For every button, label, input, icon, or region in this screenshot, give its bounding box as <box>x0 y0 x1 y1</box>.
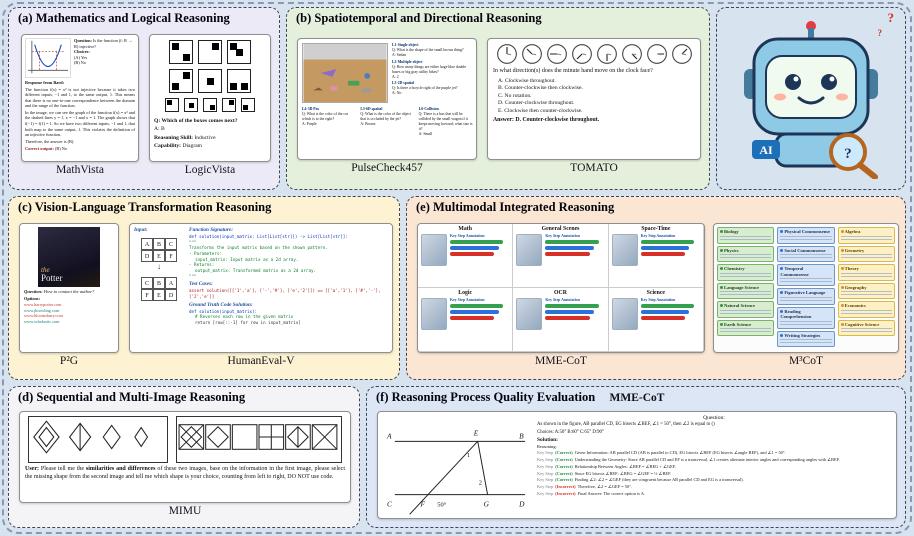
step-tag: Key Step <box>537 477 554 483</box>
matrix-cell: B <box>153 277 165 289</box>
step-text: Relationship Between Angles: ∠BEF = ∠BEG + ∠GEF. <box>574 463 676 469</box>
panel-spatiotemporal-reasoning <box>286 7 710 190</box>
tomato-card <box>487 38 701 160</box>
benchmark-name-mme-cot-f: MME-CoT <box>609 392 665 404</box>
solution-step <box>537 464 891 470</box>
level-label: L4-3D Pos <box>302 107 319 111</box>
pattern-box <box>198 69 222 93</box>
benchmark-name-mimu: MIMU <box>168 505 202 517</box>
option-url: www.bloomsbury.com <box>24 313 63 319</box>
taxonomy-column-commonsense <box>777 227 834 349</box>
code-ground-truth: return [row[::-1] for row in input_matrix] <box>195 320 301 326</box>
annotation-label: Key Step Annotation <box>640 298 676 302</box>
domain-cell: Natural Science <box>717 301 774 318</box>
step-status: (Correct) <box>555 470 573 476</box>
panel-sequential-multi-image <box>8 386 360 528</box>
domain-cell: Figurative Language <box>777 288 834 305</box>
diamond-shapes <box>29 417 167 457</box>
code-docstring: - Parameters: <box>189 251 222 257</box>
domain-cell: Chemistry <box>717 264 774 281</box>
domain-cell: Algebra <box>838 227 895 244</box>
question-mark-icon: ? <box>877 27 882 38</box>
option-url: www.jkrowling.com <box>24 307 60 313</box>
magnifier-question-text: ? <box>844 145 852 162</box>
choice-b: (B) No <box>74 60 87 66</box>
correct-output-label: Correct output: <box>25 146 54 152</box>
geometry-figure <box>383 415 531 515</box>
level-answer: A: Purple <box>302 121 317 126</box>
domain-cell: Cognitive Science <box>838 320 895 337</box>
correct-output-value: (B) No <box>55 146 68 152</box>
clock-icon <box>571 43 593 65</box>
step-tag: Key Step <box>537 450 554 456</box>
clock-icon <box>496 43 518 65</box>
prompt-bold-text: similarities and differences <box>85 466 156 472</box>
sample-image <box>421 298 447 330</box>
prompt-text: of these two images, base on the information in the first image, please select the missing shape from the second image and tell me which shape is your choice, counting from left to right, DO NOT use code. <box>25 466 345 480</box>
annotation-label: Key Step Annotation <box>450 298 485 302</box>
code-docstring: output_matrix: Transformed matrix as a 2d array. <box>195 268 317 274</box>
reasoning-label: Reasoning: <box>537 443 557 449</box>
code-test-case: assert solution([['1','a'], ['-','#'], ['e','2']]) == [['a','1'], ['#','-'], ['2','e']] <box>189 288 381 300</box>
tomato-answer: Answer: D. Counter-clockwise throughout. <box>493 117 600 124</box>
level-answer: A: Brown <box>360 121 376 126</box>
question-label: Question: <box>74 38 92 43</box>
pattern-box <box>198 40 222 64</box>
clock-icon <box>621 43 643 65</box>
step-tag: Key Step <box>537 490 554 496</box>
domain-cell: Temporal Commonsense <box>777 264 834 286</box>
logicvista-answer: A: B <box>154 126 165 133</box>
level-label: L3-2D spatial <box>392 81 415 86</box>
level-label: L1-Single object <box>392 43 419 47</box>
solution-label: Solution: <box>537 436 558 443</box>
level-answer: A: Small <box>418 131 433 136</box>
solution-step <box>537 477 891 483</box>
step-status: (Correct) <box>555 450 573 456</box>
ai-badge-text: AI <box>759 142 773 157</box>
question-label: Question: <box>703 415 725 421</box>
domain-cell: Physical Commonsense <box>777 227 834 244</box>
point-label: B <box>519 431 524 441</box>
ai-robot-mascot <box>736 9 894 184</box>
tomato-question: In what direction(s) does the minute hand move on the clock face? <box>493 68 653 74</box>
category-label: Logic <box>458 290 473 296</box>
level-question: Q: How many things are either large blue double buses or big gray utility bikes? <box>392 64 467 74</box>
domain-cell: Biology <box>717 227 774 244</box>
category-cell <box>513 224 608 288</box>
point-label: E <box>473 428 479 438</box>
step-status: (Correct) <box>555 457 573 463</box>
step-text: Final Answer: The correct option is A. <box>577 490 645 496</box>
code-ground-truth: def solution(input_matrix): <box>189 308 258 314</box>
step-text: Given Information: AB parallel CD (AB is parallel to CD), EG bisects ∠BEF (EG bisects ∠angle BEF), and ∠1 = 50°. <box>574 450 786 456</box>
pulsecheck-card <box>297 38 477 160</box>
option-box <box>184 98 198 112</box>
point-label: D <box>519 499 525 509</box>
robot-icon <box>736 14 886 179</box>
p2g-card <box>19 223 119 353</box>
angle-label: 50° <box>437 501 447 509</box>
3d-scene-image <box>302 43 388 103</box>
level-label: L5-6D spatial <box>360 107 383 111</box>
second-image <box>176 416 342 463</box>
panel-vision-language-transformation <box>8 196 400 380</box>
input-label: Input: <box>134 227 148 233</box>
level-answer: A: 2 <box>392 74 399 79</box>
domain-cell: Theory <box>838 264 895 281</box>
book-cover-line2: Potter <box>41 273 63 284</box>
question-text: Is the function (f: R → R) injective? <box>74 38 133 49</box>
domain-cell: Reading Comprehension <box>777 307 834 329</box>
level-block <box>392 60 474 80</box>
domain-cell: Economics <box>838 301 895 318</box>
annotation-label: Key Step Annotation <box>640 234 676 238</box>
response-paragraph: The function f(x) = x² is not injective because it takes two different inputs, −1 and 1, to the same output, 1. This means that there is no one-to-one correspondence between the domain and the range of the function. <box>25 86 135 109</box>
input-matrix <box>141 238 177 262</box>
point-label: G <box>483 499 489 509</box>
category-label: Science <box>646 290 665 296</box>
level-block <box>360 107 415 137</box>
mme-cot-quality-card <box>377 411 897 519</box>
panel-a-title: (a) Mathematics and Logical Reasoning <box>18 11 230 25</box>
tomato-option: E. Clockwise then counter-clockwise. <box>498 107 583 114</box>
response-paragraph: Therefore, the answer is (B). <box>25 138 75 144</box>
clock-icon <box>546 43 568 65</box>
code-comment: # Reverses each row in the given matrix <box>195 314 294 320</box>
category-cell <box>609 288 704 352</box>
category-label: Math <box>458 226 472 232</box>
step-status: (Incorrect) <box>555 484 576 490</box>
option-url: www.scholastic.com <box>24 319 60 325</box>
mathvista-card <box>21 34 139 162</box>
category-label: OCR <box>554 290 567 296</box>
code-docstring-quote: """ <box>189 239 197 245</box>
benchmark-name-logicvista: LogicVista <box>184 164 236 176</box>
matrix-cell: D <box>165 289 177 301</box>
domain-cell: Earth Science <box>717 320 774 337</box>
step-tag: Key Step <box>537 470 554 476</box>
parabola-graph <box>25 38 71 78</box>
capability-label: Capability: <box>154 143 182 150</box>
code-docstring: input_matrix: Input matrix as a 2d array. <box>195 256 299 262</box>
angle-label: 2 <box>478 479 482 487</box>
annotation-label: Key Step Annotation <box>545 234 580 238</box>
step-text: Since EG bisects ∠BEF: ∠BEG = ∠GEF = ½ ∠BEF. <box>574 470 672 476</box>
sample-image <box>421 234 447 266</box>
book-cover-line1: the <box>41 266 50 275</box>
tomato-option: C. No rotation. <box>498 92 532 99</box>
solution-step <box>537 450 891 456</box>
logicvista-card <box>149 34 271 162</box>
clock-frames-row <box>493 43 695 65</box>
benchmark-name-pulsecheck457: PulseCheck457 <box>351 162 423 174</box>
humaneval-v-card <box>129 223 393 353</box>
step-text: Finding ∠2: ∠2 = ∠GEF (they are congruent because AB parallel CD and EG is a transversal). <box>574 477 744 483</box>
pattern-sequence-grid <box>154 40 266 93</box>
skill-value: Inductive <box>194 134 216 141</box>
response-label: Response from Bard: <box>25 80 65 85</box>
panel-b-title: (b) Spatiotemporal and Directional Reasoning <box>296 11 542 25</box>
choices-label: Choices: <box>74 49 90 55</box>
panel-multimodal-integrated <box>406 196 906 380</box>
panel-d-title: (d) Sequential and Multi-Image Reasoning <box>18 390 246 404</box>
step-tag: Key Step <box>537 457 554 463</box>
solution-step <box>537 471 891 477</box>
ground-truth-label: Ground Truth Code Solution: <box>189 301 253 308</box>
tomato-option: A. Clockwise throughout. <box>498 77 556 84</box>
solution-step <box>537 457 891 463</box>
domain-cell: Social Commonsense <box>777 246 834 263</box>
annotation-label: Key Step Annotation <box>450 234 485 238</box>
level-block <box>392 43 474 58</box>
code-signature: def solution(input_matrix: List[List[str]]) -> List[List[str]]: <box>189 234 348 240</box>
pattern-box <box>169 69 193 93</box>
function-signature-label: Function Signature: <box>189 227 233 233</box>
capability-value: Diagram <box>182 143 203 150</box>
benchmark-name-p2g: P²G <box>59 355 79 367</box>
question-text: As shown in the figure, AB parallel CD, EG bisects ∠BEF, ∠1 = 50°, then ∠2 is equal to () <box>537 422 715 428</box>
sample-image <box>612 234 638 266</box>
answer-options-row <box>154 98 266 112</box>
matrix-cell: C <box>165 238 177 250</box>
benchmark-name-m3cot: M³CoT <box>788 355 824 367</box>
code-docstring: - Returns: <box>189 262 215 268</box>
option-box <box>203 98 217 112</box>
matrix-cell: C <box>141 277 153 289</box>
panel-math-logical-reasoning <box>8 7 280 190</box>
step-tag: Key Step <box>537 463 554 469</box>
annotation-label: Key Step Annotation <box>545 298 580 302</box>
benchmark-name-tomato: TOMATO <box>570 162 618 174</box>
step-text: Understanding the Geometry: Since AB parallel CD and EF is a transversal, ∠1 creates alternate interior angles and corresponding angles with ∠BEF. <box>574 457 840 463</box>
option-box <box>222 98 236 112</box>
tomato-option: D. Counter-clockwise throughout. <box>498 100 575 107</box>
point-label: A <box>386 431 392 441</box>
pattern-box <box>169 40 193 64</box>
question-label: Question: <box>24 289 43 294</box>
point-label: C <box>386 499 392 509</box>
level-question: Q: What is the color of the object that is occluded by the jet? <box>360 111 411 121</box>
category-label: General Scenes <box>541 226 580 232</box>
taxonomy-column-science <box>717 227 774 349</box>
code-docstring-quote: """ <box>189 273 197 279</box>
step-text: Therefore, ∠2 = ∠GEF = 50°. <box>577 484 633 490</box>
first-image <box>28 416 168 463</box>
level-question: Q: There is a bus that will be collided by the small wagon if it keeps moving forward; what size is it? <box>418 111 473 131</box>
sample-image <box>612 298 638 330</box>
matrix-cell: A <box>165 277 177 289</box>
option-box <box>241 98 255 112</box>
mme-cot-card <box>417 223 705 353</box>
level-label: L6-Collision <box>418 107 439 111</box>
matrix-cell: F <box>141 289 153 301</box>
choices-text: Choices: A:50° B:60° C:65° D:90° <box>537 429 604 435</box>
step-status: (Incorrect) <box>555 490 576 496</box>
level-question: Q: What is the shape of the small brown thing? <box>392 47 464 52</box>
code-docstring: Transforms the input matrix based on the shown pattern. <box>189 245 328 251</box>
step-tag: Key Step <box>537 484 554 490</box>
test-cases-label: Test Cases: <box>189 281 213 288</box>
panel-f-title: (f) Reasoning Process Quality Evaluation <box>376 390 596 404</box>
option-box <box>165 98 179 112</box>
sample-image <box>516 298 542 330</box>
transform-arrow-icon: ↓ <box>157 262 161 271</box>
panel-e-title: (e) Multimodal Integrated Reasoning <box>416 200 615 214</box>
clock-icon <box>521 43 543 65</box>
pattern-box <box>227 40 251 64</box>
domain-cell: Physics <box>717 246 774 263</box>
mimu-card <box>19 411 351 503</box>
clock-icon <box>596 43 618 65</box>
m3cot-card <box>713 223 899 353</box>
domain-cell: Geometry <box>838 246 895 263</box>
solution-step <box>537 491 891 497</box>
choice-a: (A) Yes <box>74 54 88 60</box>
panel-robot-mascot <box>716 7 906 190</box>
tomato-option: B. Counter-clockwise then clockwise. <box>498 85 583 92</box>
domain-cell: Language Science <box>717 283 774 300</box>
sample-image <box>516 234 542 266</box>
domain-cell: Writing Strategies <box>777 331 834 348</box>
level-answer: A: No <box>392 91 402 96</box>
response-paragraph: In the image, we can see the graph of the function f(x) = x² and the dashed lines y = 1, x = −1 and x = 1. The graph shows that f(−1) = f(1) = 1. So we have two different inputs, −1 and 1, that both map to the same output, 1. This violates the definition of an injective function. <box>25 109 135 138</box>
level-question: Q: Is there a bicycle right of the purple jet? <box>392 86 458 91</box>
options-label: Options: <box>24 295 40 301</box>
point-label: F <box>420 499 426 509</box>
question-mark-icon: ? <box>887 9 894 25</box>
matrix-cell: E <box>153 289 165 301</box>
step-status: (Correct) <box>555 463 573 469</box>
option-url: www.harrypotter.com <box>24 301 62 307</box>
benchmark-name-mathvista: MathVista <box>56 164 104 176</box>
domain-cell: Geography <box>838 283 895 300</box>
level-block <box>392 81 474 96</box>
benchmark-name-humaneval-v: HumanEval-V <box>227 355 295 367</box>
taxonomy-column-math-social <box>838 227 895 349</box>
matrix-cell: A <box>141 238 153 250</box>
output-matrix <box>141 277 177 301</box>
category-label: Space-Time <box>641 226 671 232</box>
user-label: User: <box>25 466 39 472</box>
level-question: Q: What is the color of the car which is to the right? <box>302 111 349 121</box>
pattern-box <box>227 69 251 93</box>
category-cell <box>418 224 513 288</box>
prompt-text: Please tell me the <box>40 466 86 472</box>
solution-step <box>537 484 891 490</box>
matrix-cell: E <box>153 250 165 262</box>
clock-icon <box>671 43 693 65</box>
level-answer: A: Sedan <box>392 52 407 57</box>
level-label: L2-Multiple object <box>392 59 423 64</box>
matrix-cell: F <box>165 250 177 262</box>
logicvista-question: Q: Which of the boxes comes next? <box>154 118 238 124</box>
book-cover-image <box>38 227 100 287</box>
panel-reasoning-quality <box>366 386 906 528</box>
matrix-cell: D <box>141 250 153 262</box>
angle-label: 1 <box>466 452 471 460</box>
step-status: (Correct) <box>555 477 573 483</box>
category-cell <box>513 288 608 352</box>
square-shapes <box>177 417 341 457</box>
user-prompt <box>25 466 345 482</box>
matrix-cell: B <box>153 238 165 250</box>
clock-icon <box>646 43 668 65</box>
skill-label: Reasoning Skill: <box>154 134 194 141</box>
category-cell <box>609 224 704 288</box>
level-block <box>419 107 474 137</box>
question-text: How to contact the author? <box>43 289 95 294</box>
panel-c-title: (c) Vision-Language Transformation Reasoning <box>18 200 272 214</box>
benchmark-name-mme-cot: MME-CoT <box>535 355 587 367</box>
category-cell <box>418 288 513 352</box>
level-block <box>302 107 357 137</box>
